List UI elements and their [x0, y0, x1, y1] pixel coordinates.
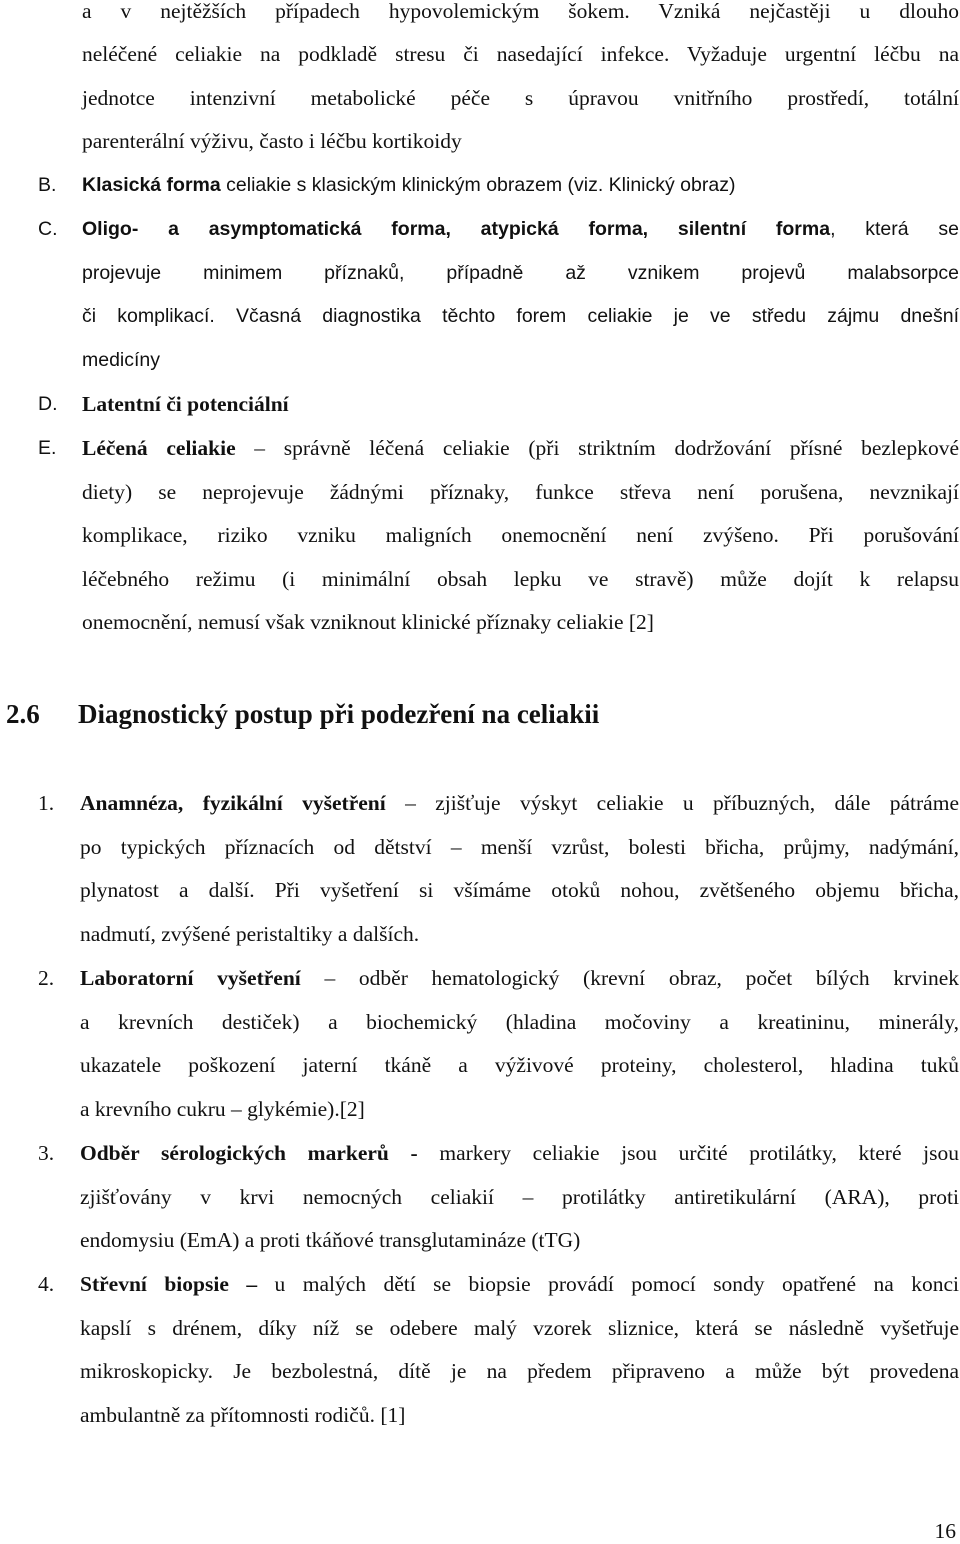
form-text-c: , která se	[830, 218, 959, 240]
text-line: a krevních destiček) a biochemický (hladina močoviny a kreatininu, minerály,	[80, 1010, 959, 1034]
text-line: onemocnění, nemusí však vzniknout klinické příznaky celiakie [2]	[82, 610, 654, 634]
text-line: diety) se neprojevuje žádnými příznaky, funkce střeva není porušena, nevznikají	[82, 480, 959, 504]
section-number: 2.6	[6, 699, 40, 729]
step-title-1: Anamnéza, fyzikální vyšetření	[80, 791, 386, 815]
step-marker-1: 1.	[38, 791, 55, 815]
list-marker-e: E.	[38, 437, 57, 459]
text-line: ambulantně za přítomnosti rodičů. [1]	[80, 1403, 406, 1427]
section-title: Diagnostický postup při podezření na celiakii	[78, 699, 600, 729]
step-title-3: Odběr sérologických markerů -	[80, 1141, 418, 1165]
text-line: léčebného režimu (i minimální obsah lepku ve stravě) může dojít k relapsu	[82, 567, 959, 591]
form-text-e: – správně léčená celiakie (při striktním dodržování přísné bezlepkové	[235, 436, 959, 460]
step-text-1: – zjišťuje výskyt celiakie u příbuzných, dále pátráme	[385, 791, 959, 815]
step-text-2: – odběr hematologický (krevní obraz, počet bílých krvinek	[300, 966, 960, 990]
page-number: 16	[934, 1519, 956, 1543]
text-line: neléčené celiakie na podkladě stresu či nasedající infekce. Vyžaduje urgentní léčbu na	[82, 42, 959, 66]
form-title-c: Oligo- a asymptomatická forma, atypická forma, silentní forma	[82, 218, 831, 240]
step-text-3: markery celiakie jsou určité protilátky, které jsou	[417, 1141, 959, 1165]
form-title-e: Léčená celiakie	[82, 436, 236, 460]
step-marker-4: 4.	[38, 1272, 55, 1296]
text-line: či komplikací. Včasná diagnostika těchto forem celiakie je ve středu zájmu dnešní	[82, 305, 959, 327]
text-line: komplikace, riziko vzniku maligních onemocnění není zvýšeno. Při porušování	[82, 523, 959, 547]
step-title-4: Střevní biopsie –	[80, 1272, 258, 1296]
list-marker-c: C.	[38, 218, 58, 240]
step-marker-3: 3.	[38, 1141, 55, 1165]
text-line: jednotce intenzivní metabolické péče s úpravou vnitřního prostředí, totální	[82, 86, 959, 110]
text-line: ukazatele poškození jaterní tkáně a výživové proteiny, cholesterol, hladina tuků	[80, 1053, 959, 1077]
form-title-b: Klasická forma	[82, 174, 221, 196]
form-title-d: Latentní či potenciální	[82, 392, 289, 416]
section-heading	[6, 694, 599, 734]
step-marker-2: 2.	[38, 966, 55, 990]
text-line: a v nejtěžších případech hypovolemickým šokem. Vzniká nejčastěji u dlouho	[82, 0, 959, 23]
text-line: medicíny	[82, 349, 161, 371]
text-line: zjišťovány v krvi nemocných celiakií – protilátky antiretikulární (ARA), proti	[80, 1185, 959, 1209]
text-line: mikroskopicky. Je bezbolestná, dítě je na předem připraveno a může být provedena	[80, 1359, 959, 1383]
text-line: parenterální výživu, často i léčbu kortikoidy	[82, 129, 462, 153]
form-text-b: celiakie s klasickým klinickým obrazem (viz. Klinický obraz)	[220, 174, 736, 196]
text-line: projevuje minimem příznaků, případně až vznikem projevů malabsorpce	[82, 262, 959, 284]
step-title-2: Laboratorní vyšetření	[80, 966, 301, 990]
text-line: nadmutí, zvýšené peristaltiky a dalších.	[80, 922, 420, 946]
step-text-4: u malých dětí se biopsie provádí pomocí sondy opatřené na konci	[257, 1272, 960, 1296]
text-line: endomysiu (EmA) a proti tkáňové transglutamináze (tTG)	[80, 1228, 581, 1252]
list-marker-d: D.	[38, 393, 58, 415]
list-marker-b: B.	[38, 174, 57, 196]
text-line: kapslí s drénem, díky níž se odebere malý vzorek sliznice, která se následně vyšetřuje	[80, 1316, 959, 1340]
text-line: plynatost a další. Při vyšetření si všímáme otoků nohou, zvětšeného objemu břicha,	[80, 878, 959, 902]
text-line: po typických příznacích od dětství – menší vzrůst, bolesti břicha, průjmy, nadýmání,	[80, 835, 959, 859]
text-line: a krevního cukru – glykémie).[2]	[80, 1097, 365, 1121]
